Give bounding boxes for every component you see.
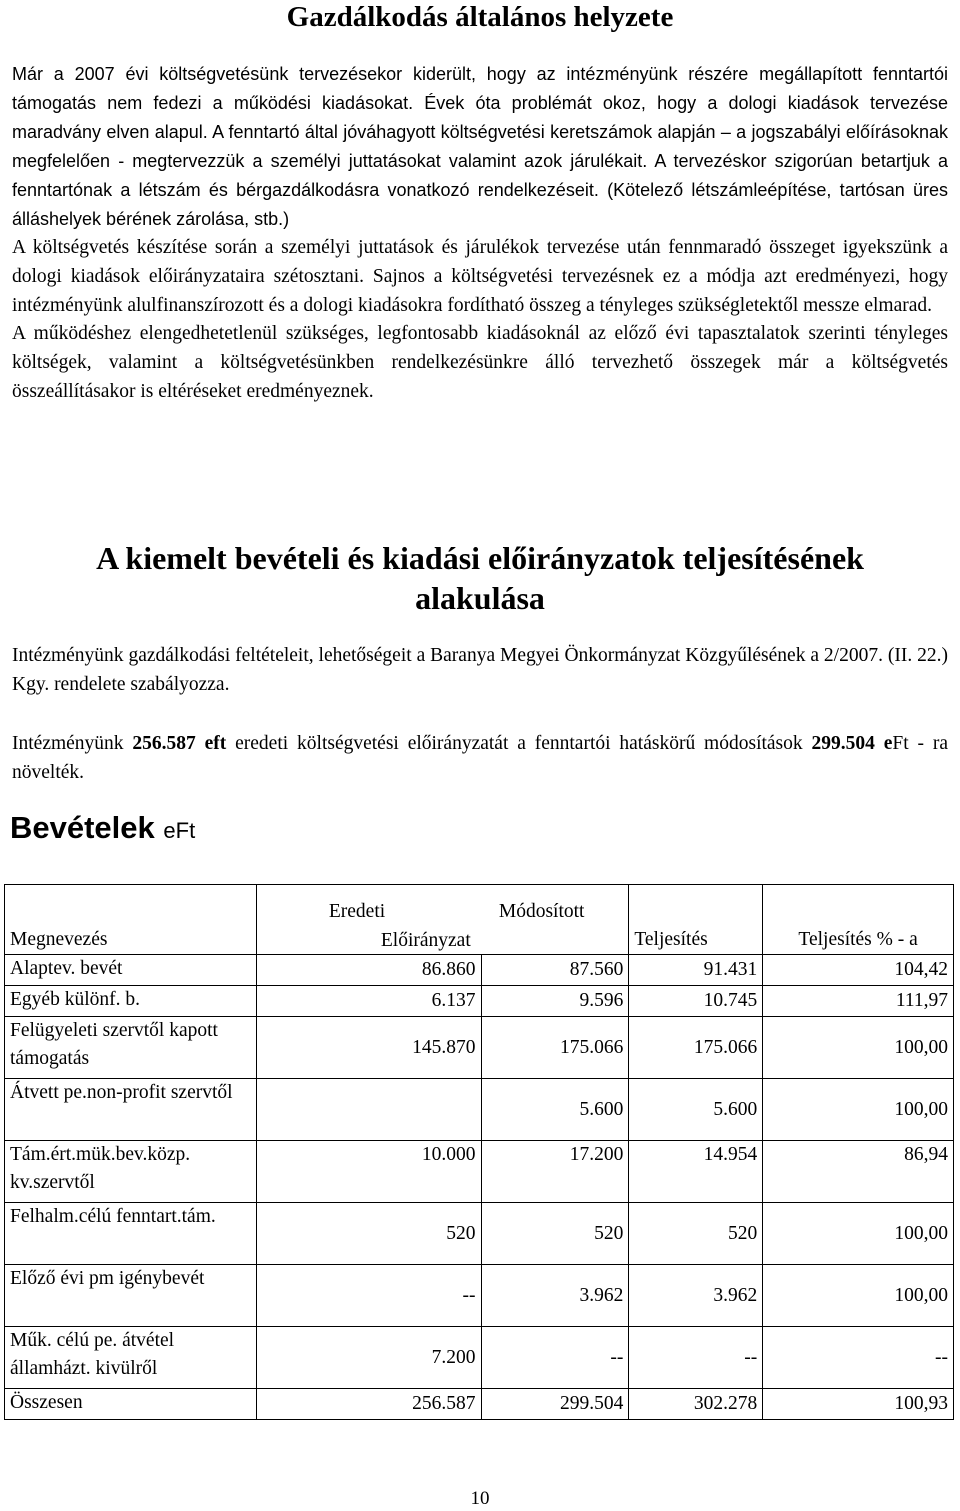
table-row — [5, 1265, 954, 1327]
row-pct: 100,00 — [763, 1017, 954, 1079]
bevetelek-heading — [10, 810, 195, 846]
table-row — [5, 1141, 954, 1203]
row-telj: 5.600 — [629, 1079, 763, 1141]
text-modositasok: eredeti költségvetési előirányzatát a fenntartói hatáskörű módosítások — [226, 733, 812, 754]
table-row — [5, 1327, 954, 1389]
table-row — [5, 1017, 954, 1079]
header-teljesites-pct: Teljesítés % - a — [763, 885, 954, 955]
row-name: Tám.ért.mük.bev.közp. kv.szervtől — [5, 1141, 257, 1203]
row-mod: 5.600 — [481, 1079, 629, 1141]
section-title-line1: A kiemelt bevételi és kiadási előirányzatok teljesítésének — [96, 540, 864, 576]
row-name: Egyéb különf. b. — [5, 986, 257, 1017]
row-orig: 7.200 — [256, 1327, 481, 1389]
paragraph-eloiranyzat — [12, 730, 948, 788]
row-pct: 86,94 — [763, 1141, 954, 1203]
header-eloiranyzat — [256, 885, 628, 955]
row-telj: 3.962 — [629, 1265, 763, 1327]
row-orig: -- — [256, 1265, 481, 1327]
table-header-row — [5, 885, 954, 955]
bevetelek-unit: eFt — [163, 818, 196, 843]
row-mod: 520 — [481, 1203, 629, 1265]
header-teljesites: Teljesítés — [629, 885, 763, 955]
amount-modified: 299.504 e — [811, 733, 893, 754]
row-telj: 91.431 — [629, 955, 763, 986]
table-total-row — [5, 1389, 954, 1420]
row-telj: -- — [629, 1327, 763, 1389]
row-orig: 10.000 — [256, 1141, 481, 1203]
row-mod: 17.200 — [481, 1141, 629, 1203]
row-pct: 100,00 — [763, 1079, 954, 1141]
row-orig: 86.860 — [256, 955, 481, 986]
row-orig — [256, 1079, 481, 1141]
paragraph-kozgyules: Intézményünk gazdálkodási feltételeit, lehetőségeit a Baranya Megyei Önkormányzat Közgyűlésének a 2/2007. (II. 22.) Kgy. rendelete szabályozza. — [12, 645, 948, 695]
text-noveltek: Ft - ra növelték. — [12, 733, 949, 783]
header-eloiranyzat-label: Előirányzat — [380, 930, 471, 951]
amount-original: 256.587 eft — [132, 733, 227, 754]
row-pct: 100,00 — [763, 1203, 954, 1265]
row-name: Felügyeleti szervtől kapott támogatás — [5, 1017, 257, 1079]
header-eredeti: Eredeti — [328, 901, 386, 922]
table-row — [5, 955, 954, 986]
section1-body — [12, 60, 948, 407]
row-orig: 520 — [256, 1203, 481, 1265]
row-pct: 104,42 — [763, 955, 954, 986]
total-name: Összesen — [5, 1389, 257, 1420]
paragraph-3: A működéshez elengedhetetlenül szükséges, legfontosabb kiadásoknál az előző évi tapasztalatok szerinti tényleges költségek, valamint a költségvetésünkben rendelkezésünkre álló tervezhető összegek már a költségvetés összeállításakor is eltéréseket eredményeznek. — [12, 323, 948, 402]
bevetelek-table — [4, 884, 954, 1420]
table-row — [5, 1203, 954, 1265]
paragraph-sans: Már a 2007 évi költségvetésünk tervezésekor kiderült, hogy az intézményünk részére megállapított fenntartói támogatás nem fedezi a működési kiadásokat. Évek óta problémát okoz, hogy a dologi kiadások tervezése maradvány elven alapul. A fenntartó által jóváhagyott költségvetési keretszámok alapján – a jogszabályi előírásoknak megfelelően - megtervezzük a személyi juttatásokat valamint azok járulékait. A tervezéskor szigorúan betartjuk a fenntartónak a létszám és bérgazdálkodásra vonatkozó rendelkezéseit. (Kötelező létszámleépítése, tartósan üres álláshelyek bérének zárolása, stb.) — [12, 64, 948, 229]
row-mod: -- — [481, 1327, 629, 1389]
row-pct: -- — [763, 1327, 954, 1389]
row-orig: 145.870 — [256, 1017, 481, 1079]
text-intezmenyunk: Intézményünk — [12, 733, 133, 754]
total-pct: 100,93 — [763, 1389, 954, 1420]
total-mod: 299.504 — [481, 1389, 629, 1420]
row-mod: 3.962 — [481, 1265, 629, 1327]
row-name: Felhalm.célú fenntart.tám. — [5, 1203, 257, 1265]
row-name: Alaptev. bevét — [5, 955, 257, 986]
page-number: 10 — [470, 1488, 490, 1509]
row-mod: 87.560 — [481, 955, 629, 986]
header-megnevezes: Megnevezés — [5, 885, 257, 955]
row-name: Műk. célú pe. átvétel államházt. kivülről — [5, 1327, 257, 1389]
row-name: Átvett pe.non-profit szervtől — [5, 1079, 257, 1141]
table-row — [5, 1079, 954, 1141]
row-telj: 10.745 — [629, 986, 763, 1017]
row-telj: 175.066 — [629, 1017, 763, 1079]
section-title-eloiranyzatok — [0, 538, 960, 618]
bevetelek-label: Bevételek — [10, 810, 164, 845]
header-modositott: Módosított — [498, 901, 585, 922]
row-orig: 6.137 — [256, 986, 481, 1017]
row-pct: 100,00 — [763, 1265, 954, 1327]
row-name: Előző évi pm igénybevét — [5, 1265, 257, 1327]
paragraph-2: A költségvetés készítése során a személyi juttatások és járulékok tervezése után fennmaradó összeget igyekszünk a dologi kiadások előirányzataira szétosztani. Sajnos a költségvetési tervezésnek ez a módja azt eredményezi, hogy intézményünk alulfinanszírozott és a dologi kiadásokra fordítható összeg a tényleges szükségletektől messze elmarad. — [12, 237, 948, 316]
row-telj: 14.954 — [629, 1141, 763, 1203]
section-title-line2: alakulása — [415, 580, 545, 616]
total-orig: 256.587 — [256, 1389, 481, 1420]
total-telj: 302.278 — [629, 1389, 763, 1420]
row-mod: 9.596 — [481, 986, 629, 1017]
row-mod: 175.066 — [481, 1017, 629, 1079]
section-title-gazdalkodas: Gazdálkodás általános helyzete — [286, 1, 674, 33]
table-row — [5, 986, 954, 1017]
row-pct: 111,97 — [763, 986, 954, 1017]
row-telj: 520 — [629, 1203, 763, 1265]
